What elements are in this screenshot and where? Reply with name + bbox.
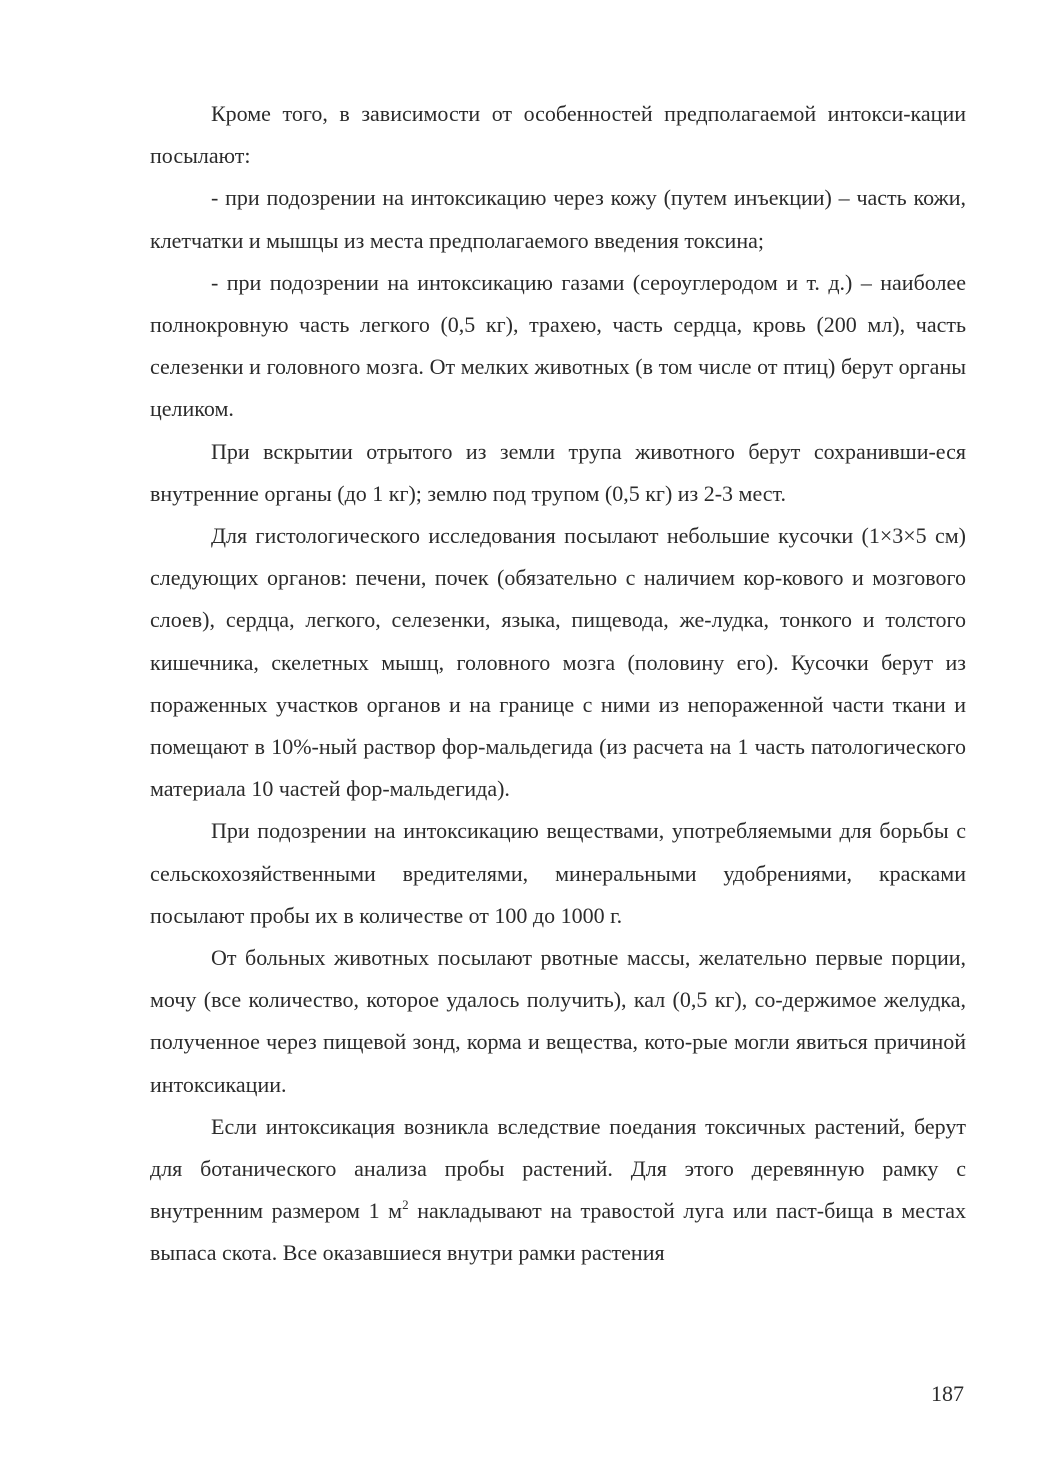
paragraph-exhumed-corpse: При вскрытии отрытого из земли трупа животного берут сохранивши-еся внутренние органы (до 1 кг); землю под трупом (0,5 кг) из 2-3 мест.: [150, 438, 966, 506]
toxic-plants-text-before: Если интоксикация возникла вследствие поедания токсичных растений, берут для ботанического анализа пробы растений. Для этого деревянную рамку с внутренним размером 1 м: [150, 1113, 966, 1224]
paragraph-histology: Для гистологического исследования посылают небольшие кусочки (1×3×5 см) следующих органов: печени, почек (обязательно с наличием кор-кового и мозгового слоев), сердца, легкого, селезенки, языка, пищевода, же-лудка, тонкого и толстого кишечника, скелетных мышц, головного мозга (половину его). Кусочки берут из пораженных участков органов и на границе с ними из непораженной части ткани и помещают в 10%-ный раствор фор-мальдегида (из расчета на 1 часть патологического материала 10 частей фор-мальдегида).: [150, 523, 966, 802]
toxic-plants-text-after: накладывают на травостой луга или паст-бища в местах выпаса скота. Все оказавшиеся внутри рамки растения: [150, 1198, 966, 1266]
paragraph-pesticides: При подозрении на интоксикацию веществами, употребляемыми для борьбы с сельскохозяйственными вредителями, минеральными удобрениями, красками посылают пробы их в количестве от 100 до 1000 г.: [150, 818, 966, 928]
paragraph-skin-intoxication: - при подозрении на интоксикацию через кожу (путем инъекции) – часть кожи, клетчатки и мышцы из места предполагаемого введения токсина;: [150, 185, 966, 253]
paragraph-intro: Кроме того, в зависимости от особенностей предполагаемой интокси-кации посылают:: [150, 101, 966, 169]
paragraph-toxic-plants: [150, 1106, 966, 1275]
paragraph-gas-intoxication: - при подозрении на интоксикацию газами (сероуглеродом и т. д.) – наиболее полнокровную часть легкого (0,5 кг), трахею, часть сердца, кровь (200 мл), часть селезенки и головного мозга. От мелких животных (в том числе от птиц) берут органы целиком.: [150, 269, 966, 422]
square-meter-superscript: 2: [402, 1197, 409, 1213]
page-number: 187: [931, 1381, 964, 1406]
paragraph-sick-animals: От больных животных посылают рвотные массы, желательно первые порции, мочу (все количество, которое удалось получить), кал (0,5 кг), со-держимое желудка, полученное через пищевой зонд, корма и вещества, кото-рые могли явиться причиной интоксикации.: [150, 945, 966, 1097]
body-text: [150, 93, 966, 1275]
